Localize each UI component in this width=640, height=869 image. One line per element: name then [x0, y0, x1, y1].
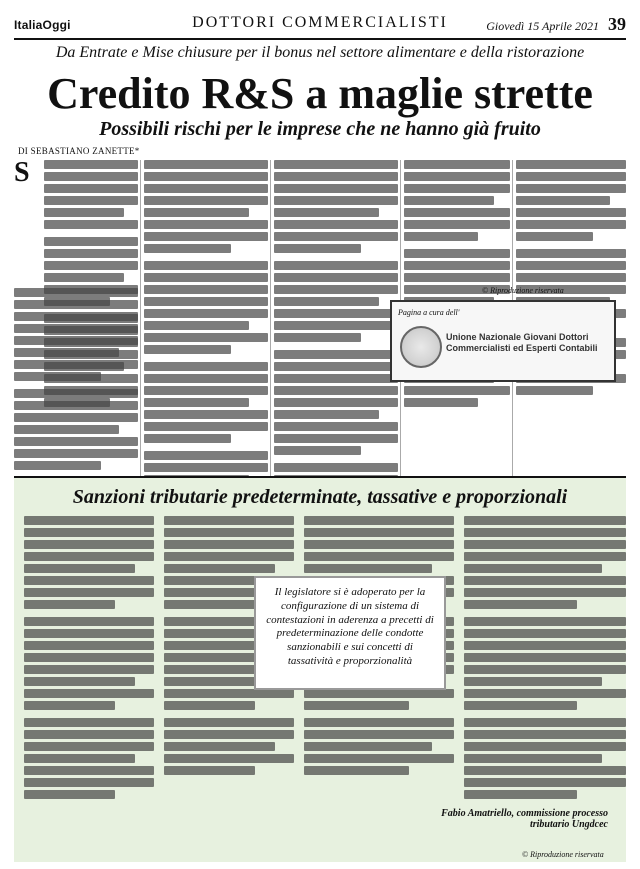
author-signature: Fabio Amatriello, commissione processo tributario Ungdcec: [441, 808, 608, 830]
pull-quote: [254, 576, 446, 690]
header-rule: [14, 38, 626, 40]
article-kicker: Da Entrate e Mise chiusure per il bonus nel settore alimentare e della ristorazione: [55, 44, 585, 61]
column-divider: [270, 160, 271, 476]
bottom-article: [14, 476, 626, 862]
org-seal-icon: [400, 326, 442, 368]
top-credit: © Riproduzione riservata: [482, 286, 564, 295]
org-name: Unione Nazionale Giovani Dottori Commercialisti ed Esperti Contabili: [446, 332, 598, 353]
section-title: DOTTORI COMMERCIALISTI: [192, 14, 448, 31]
publication-date: Giovedì 15 Aprile 2021: [486, 19, 599, 33]
organization-box: [390, 300, 616, 382]
bottom-column-1: [24, 516, 154, 836]
article-byline: [18, 146, 140, 156]
column-divider: [140, 160, 141, 476]
column-1: [14, 157, 138, 476]
bottom-column-4: [464, 516, 626, 836]
bottom-credit: © Riproduzione riservata: [522, 850, 604, 859]
article-subhead: Possibili rischi per le imprese che ne hanno già fruito: [99, 118, 541, 140]
newspaper-logo: ItaliaOggi: [14, 18, 71, 32]
pull-quote-text: Il legislatore si è adoperato per la configurazione di un sistema di contestazioni in aderenza a precetti di predeterminazione delle condotte sanzionabili e sui concetti di tassatività e proporzionalità: [266, 586, 434, 667]
article-headline: Credito R&S a maglie strette: [47, 69, 593, 118]
dropcap: S: [14, 157, 30, 188]
page-number: 39: [608, 14, 626, 34]
column-3: [274, 160, 398, 476]
date-and-page: [486, 14, 626, 35]
column-2: [144, 160, 268, 476]
org-box-label: Pagina a cura dell': [398, 308, 460, 317]
byline-author: SEBASTIANO ZANETTE*: [30, 146, 140, 156]
bottom-title: Sanzioni tributarie predeterminate, tassative e proporzionali: [72, 486, 568, 508]
byline-prefix: DI: [18, 146, 29, 156]
